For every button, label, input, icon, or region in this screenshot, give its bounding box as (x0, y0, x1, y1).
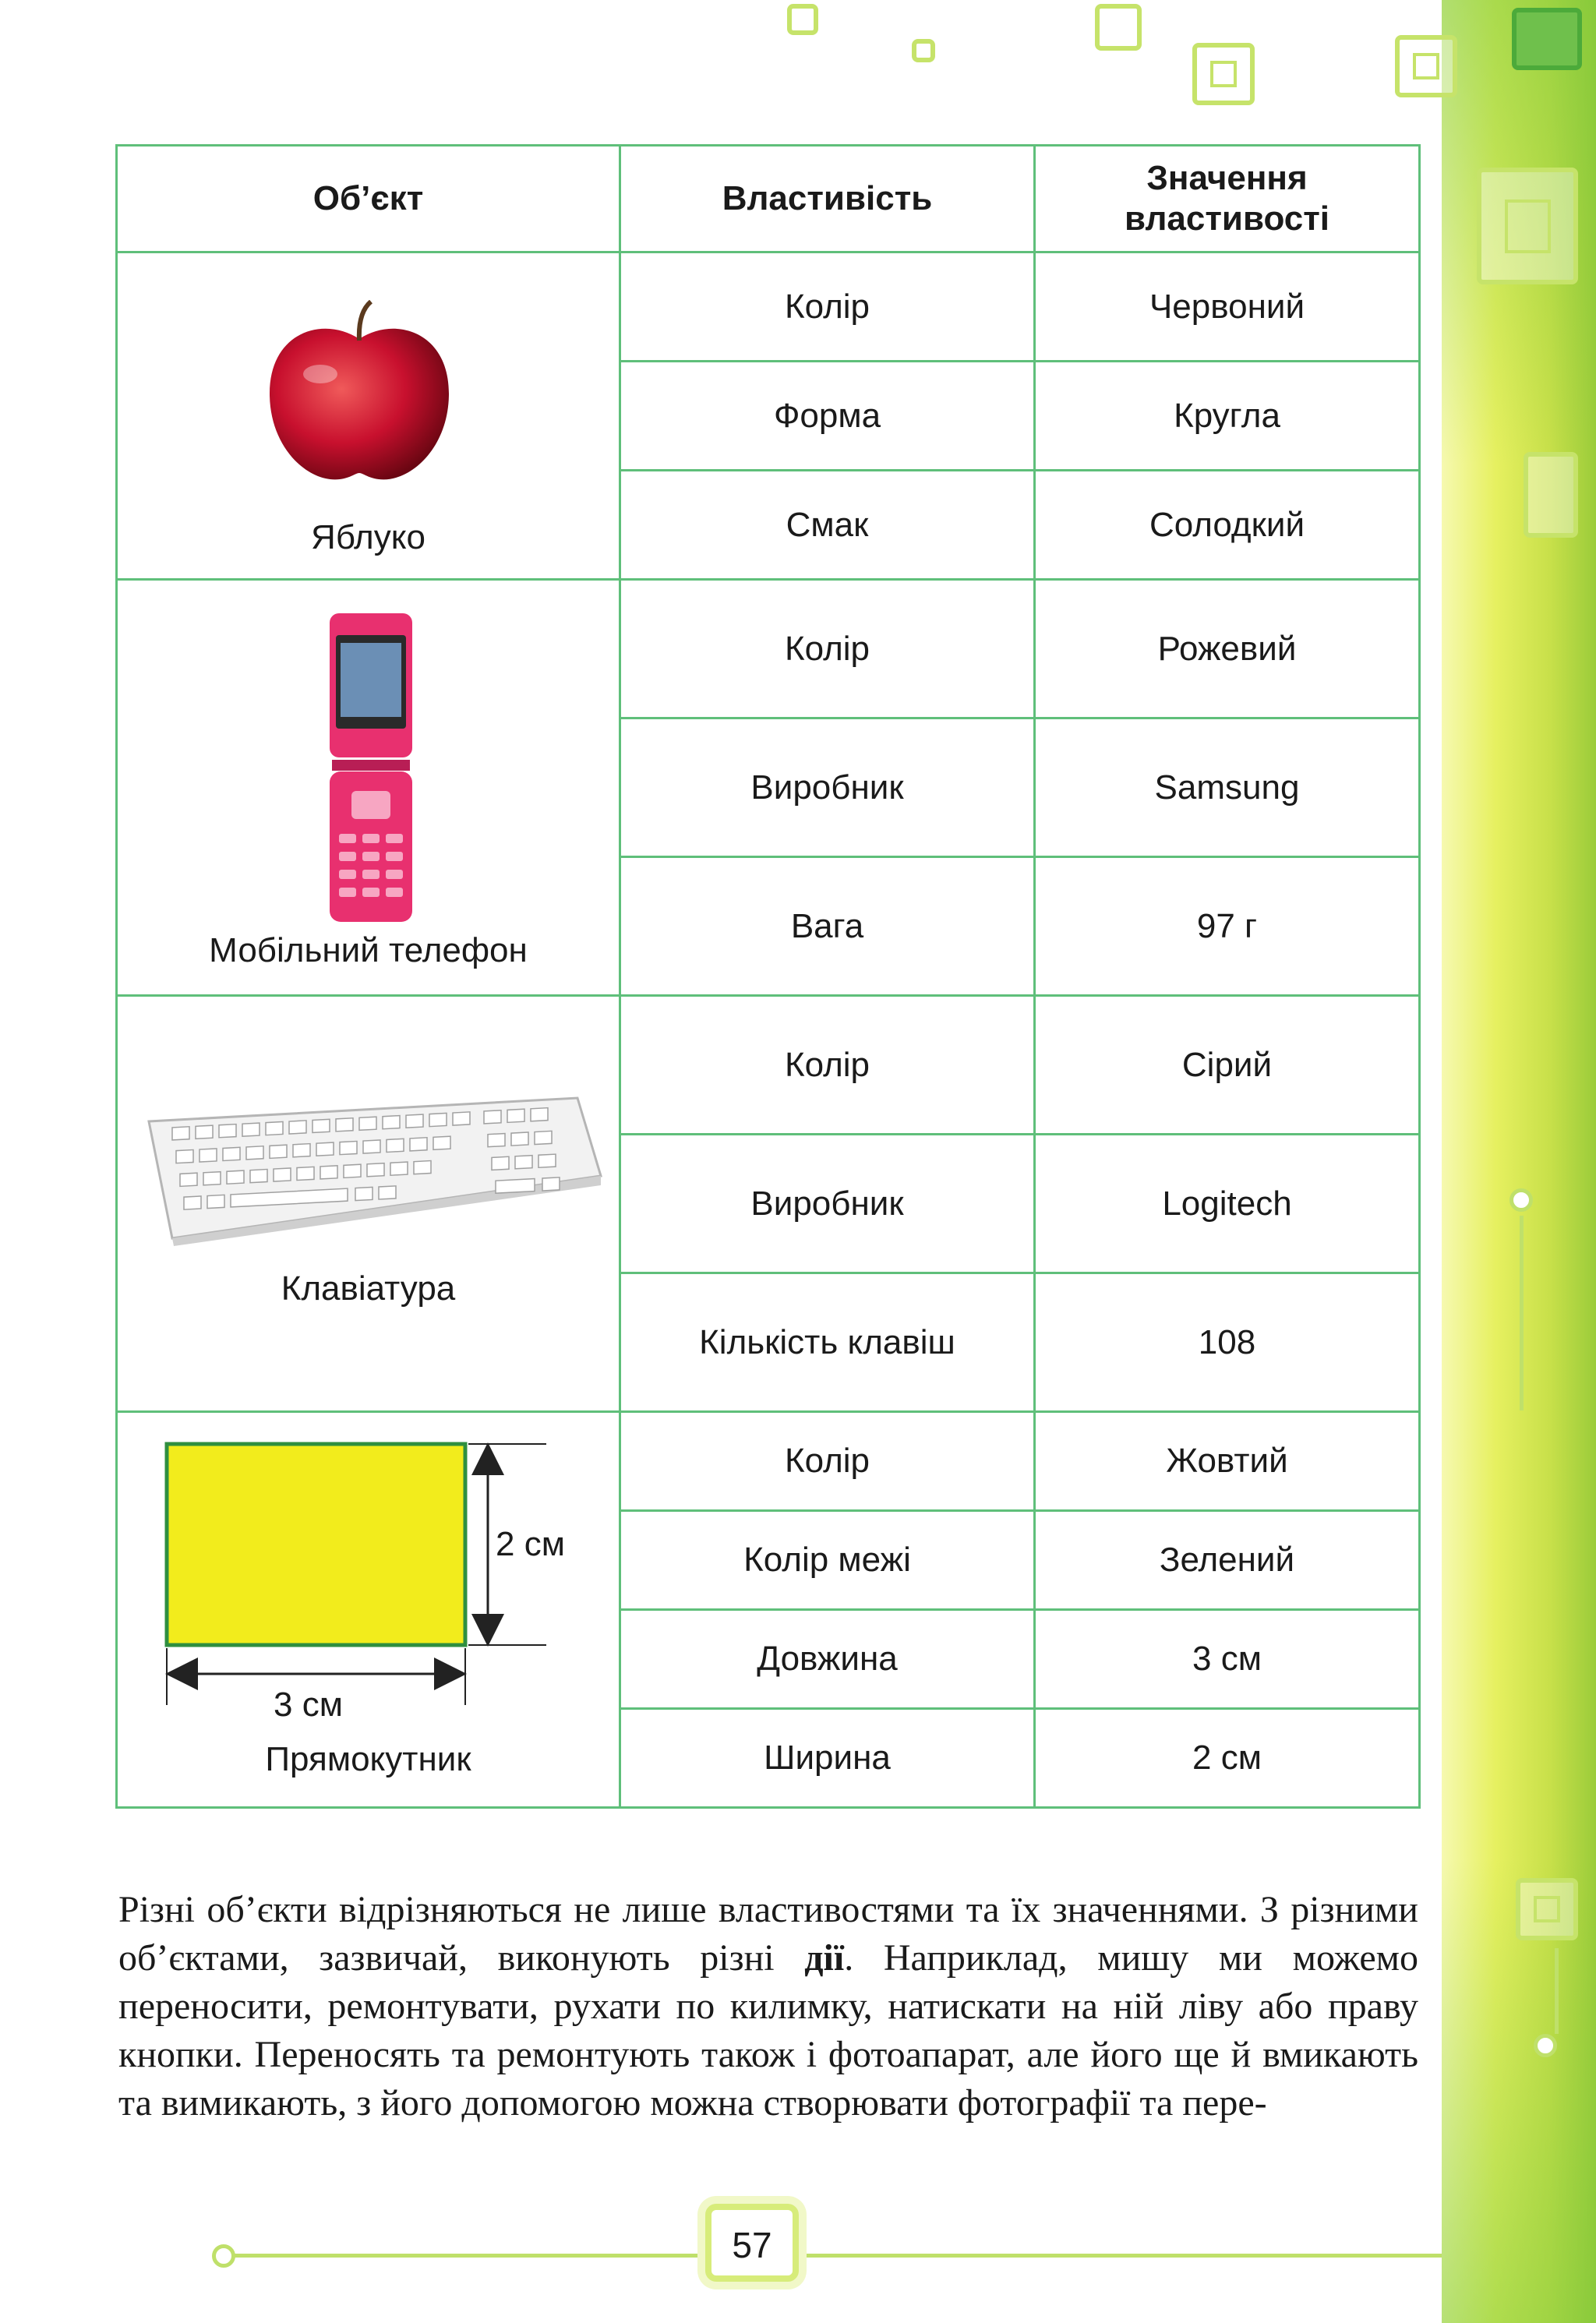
value-cell: Сірий (1035, 996, 1420, 1135)
header-value-line2: властивості (1125, 199, 1329, 238)
deco-square-icon (1192, 43, 1255, 105)
value-cell: Кругла (1035, 362, 1420, 471)
property-cell: Колір (620, 996, 1035, 1135)
header-value (1035, 146, 1420, 252)
value-cell: 97 г (1035, 857, 1420, 996)
property-cell: Смак (620, 471, 1035, 580)
paragraph-bold-term: дії (804, 1937, 845, 1979)
header-value-line1: Значення (1146, 159, 1308, 197)
value-cell: 3 см (1035, 1610, 1420, 1709)
circuit-dot-icon (1509, 1188, 1533, 1212)
table-row (117, 996, 1420, 1135)
deco-square-icon (912, 39, 935, 62)
value-cell: 108 (1035, 1273, 1420, 1412)
deco-square-icon (1477, 168, 1578, 284)
paragraph-text-part1: Різні об’єкти відрізняються не лише властивостями та їх значеннями. З різними об’єктами, зазвичай, виконують різні (118, 1889, 1418, 1979)
side-decoration-strip (1442, 0, 1596, 2323)
property-cell: Довжина (620, 1610, 1035, 1709)
object-name-keyboard: Клавіатура (281, 1269, 456, 1308)
footer-line-left (226, 2254, 701, 2258)
object-name-rectangle: Прямокутник (265, 1740, 471, 1778)
deco-square-icon (1516, 1878, 1578, 1940)
page-number-box (705, 2204, 799, 2282)
property-cell: Виробник (620, 1135, 1035, 1273)
phone-image (328, 612, 414, 923)
apple-image (262, 300, 457, 487)
value-cell: Logitech (1035, 1135, 1420, 1273)
property-cell: Кількість клавіш (620, 1273, 1035, 1412)
deco-square-icon (1524, 452, 1578, 538)
paragraph-text-part2: . Наприклад, мишу ми можемо переносити, ремонтувати, рухати по килимку, натискати на ній ліву або праву кнопки. Переносять та ремонтують також і фотоапарат, але його ще й вмикають та вимикають, з його допомогою можна створювати фотографії та пере- (118, 1937, 1418, 2124)
value-cell: Жовтий (1035, 1412, 1420, 1511)
value-cell: 2 см (1035, 1709, 1420, 1808)
object-cell-apple (117, 252, 620, 580)
deco-square-icon (1395, 35, 1457, 97)
value-cell: Samsung (1035, 718, 1420, 857)
object-name-phone: Мобільний телефон (209, 931, 528, 969)
page-number: 57 (732, 2225, 772, 2265)
keyboard-image (141, 1090, 609, 1246)
yellow-rectangle-shape (167, 1444, 465, 1645)
deco-square-icon (1095, 4, 1142, 51)
header-object: Об’єкт (117, 146, 620, 252)
table-row (117, 1412, 1420, 1511)
object-cell-phone (117, 580, 620, 996)
footer-line-right (803, 2254, 1442, 2258)
property-cell: Колір (620, 580, 1035, 718)
property-cell: Колір (620, 252, 1035, 362)
property-cell: Вага (620, 857, 1035, 996)
deco-square-icon (787, 4, 818, 35)
property-cell: Колір межі (620, 1511, 1035, 1610)
table-header-row (117, 146, 1420, 252)
header-property: Властивість (620, 146, 1035, 252)
dimension-width-label: 3 см (274, 1686, 343, 1724)
value-cell: Червоний (1035, 252, 1420, 362)
table-row (117, 580, 1420, 718)
value-cell: Зелений (1035, 1511, 1420, 1610)
dimension-height-label: 2 см (496, 1525, 565, 1563)
object-cell-rectangle (117, 1412, 620, 1808)
footer-dot-icon (212, 2244, 235, 2268)
object-cell-keyboard (117, 996, 620, 1412)
body-paragraph (118, 1886, 1418, 2127)
object-properties-table (115, 144, 1421, 1809)
property-cell: Колір (620, 1412, 1035, 1511)
property-cell: Виробник (620, 718, 1035, 857)
deco-square-icon (1512, 8, 1582, 70)
circuit-line (1520, 1216, 1524, 1410)
value-cell: Солодкий (1035, 471, 1420, 580)
property-cell: Форма (620, 362, 1035, 471)
value-cell: Рожевий (1035, 580, 1420, 718)
table-row (117, 252, 1420, 362)
object-name-apple: Яблуко (311, 518, 425, 556)
circuit-dot-icon (1534, 2034, 1557, 2057)
property-cell: Ширина (620, 1709, 1035, 1808)
circuit-line (1555, 1948, 1559, 2034)
